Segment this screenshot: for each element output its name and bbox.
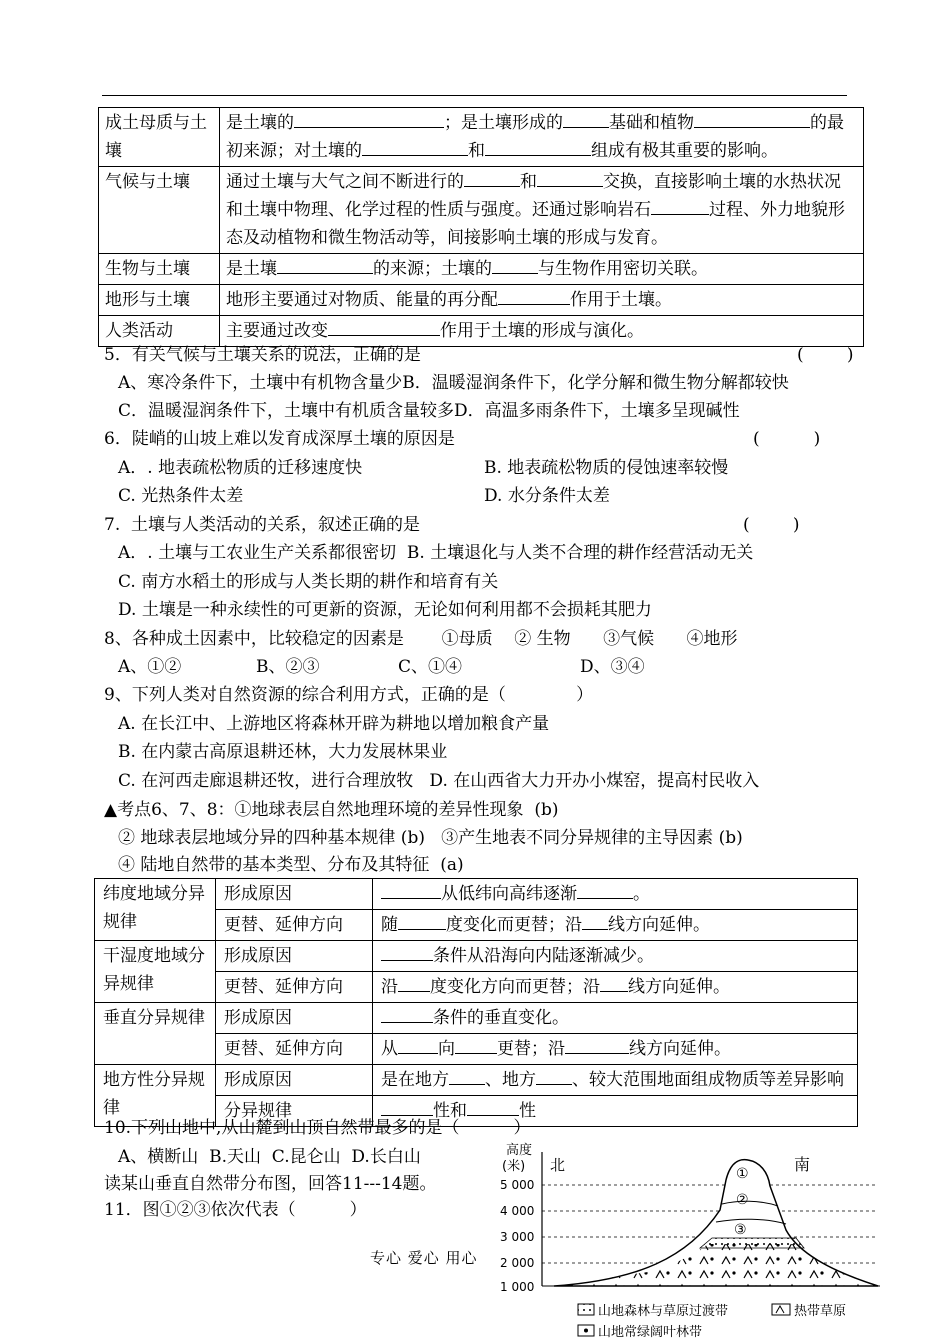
option-b: B. 在内蒙古高原退耕还林，大力发展林果业 <box>118 742 448 762</box>
row-label: 生物与土壤 <box>99 254 220 285</box>
value-cell: 沿 度变化方向而更替；沿 线方向延伸。 <box>373 972 858 1003</box>
table-row <box>99 254 864 285</box>
answer-paren: ( ) <box>743 515 800 535</box>
y-tick: 5 000 <box>500 1178 535 1192</box>
value-cell: 从低纬向高纬逐渐 。 <box>373 879 858 910</box>
table-row <box>95 879 858 910</box>
page-footer: 专心 爱心 用心 <box>370 1249 478 1267</box>
question-10: 10.下列山地中,从山麓到山顶自然带最多的是（ ） <box>104 1118 531 1138</box>
key-cell: 更替、延伸方向 <box>216 1034 373 1065</box>
value-cell: 从 向 更替；沿 线方向延伸。 <box>373 1034 858 1065</box>
answer-paren: ( ) <box>753 429 821 449</box>
key-point-line: ② 地球表层地域分异的四种基本规律 (b) ③产生地表不同分异规律的主导因素 (b) <box>118 828 743 848</box>
value-cell: 条件从沿海向内陆逐渐减少。 <box>373 941 858 972</box>
row-label: 干湿度地域分异规律 <box>95 941 216 1003</box>
row-label: 垂直分异规律 <box>95 1003 216 1065</box>
key-point-line: ④ 陆地自然带的基本类型、分布及其特征 (a) <box>118 855 464 875</box>
value-cell: 随 度变化而更替；沿 线方向延伸。 <box>373 910 858 941</box>
legend-swatch <box>772 1304 790 1315</box>
option-a: A．. 地表疏松物质的迁移速度快 <box>118 458 363 478</box>
legend-item: 山地常绿阔叶林带 <box>598 1325 703 1340</box>
option-a: A、①② <box>118 657 182 677</box>
option-d: D. 水分条件太差 <box>484 486 610 506</box>
option-ab: A．. 土壤与工农业生产关系都很密切 B. 土壤退化与人类不合理的耕作经营活动无关 <box>118 543 754 563</box>
table-row <box>95 941 858 972</box>
key-cell: 形成原因 <box>216 1065 373 1096</box>
option-d: D. 土壤是一种永续性的可更新的资源，无论如何利用都不会损耗其肥力 <box>118 600 652 620</box>
value-cell: 条件的垂直变化。 <box>373 1003 858 1034</box>
option-ab: A、寒冷条件下，土壤中有机物含量少B．温暖湿润条件下，化学分解和微生物分解都较快 <box>118 373 789 393</box>
legend-item: 山地森林与草原过渡带 <box>598 1304 729 1319</box>
question-5: 5．有关气候与土壤关系的说法，正确的是 <box>104 345 421 365</box>
option-a: A. 在长江中、上游地区将森林开辟为耕地以增加粮食产量 <box>118 714 550 734</box>
option-b: B. 地表疏松物质的侵蚀速率较慢 <box>484 458 729 478</box>
question-9: 9、下列人类对自然资源的综合利用方式，正确的是（ ） <box>104 685 594 705</box>
row-label: 人类活动 <box>99 316 220 347</box>
row-label: 成土母质与土壤 <box>99 108 220 167</box>
question-11: 11．图①②③依次代表（ ） <box>104 1200 367 1220</box>
value-cell: 是在地方 、地方 、较大范围地面组成物质等差异影响 <box>373 1065 858 1096</box>
row-label: 地方性分异规律 <box>95 1065 216 1127</box>
north-label: 北 <box>550 1156 566 1174</box>
header-rule <box>102 95 847 96</box>
zone-label: ② <box>736 1192 749 1208</box>
table-row <box>99 167 864 254</box>
mountain-profile <box>554 1160 878 1286</box>
row-label: 气候与土壤 <box>99 167 220 254</box>
zone-label: ① <box>736 1166 749 1182</box>
key-cell: 更替、延伸方向 <box>216 972 373 1003</box>
table-row <box>95 1003 858 1034</box>
table-row <box>99 108 864 167</box>
question-6: 6．陡峭的山坡上难以发育成深厚土壤的原因是 <box>104 429 455 449</box>
key-point-heading: ▲考点6、7、8：①地球表层自然地理环境的差异性现象 (b) <box>104 800 559 820</box>
key-cell: 形成原因 <box>216 941 373 972</box>
y-tick: 4 000 <box>500 1204 535 1218</box>
question-8: 8、各种成土因素中，比较稳定的因素是 ①母质 ② 生物 ③气候 ④地形 <box>104 629 738 649</box>
key-cell: 更替、延伸方向 <box>216 910 373 941</box>
row-label: 地形与土壤 <box>99 285 220 316</box>
option-c: C. 光热条件太差 <box>118 486 244 506</box>
row-content: 是土壤 的来源；土壤的 与生物作用密切关联。 <box>220 254 864 285</box>
row-content: 地形主要通过对物质、能量的再分配 作用于土壤。 <box>220 285 864 316</box>
y-tick: 1 000 <box>500 1280 535 1294</box>
y-axis-label: 高度 <box>506 1143 533 1158</box>
question-10-options: A、横断山 B.天山 C.昆仑山 D.长白山 <box>118 1147 421 1167</box>
row-content: 是土壤的 ；是土壤形成的 基础和植物 的最初来源；对土壤的 和 组成有极其重要的影响。 <box>220 108 864 167</box>
zonation-table <box>94 878 858 1127</box>
key-cell: 形成原因 <box>216 1003 373 1034</box>
y-tick: 3 000 <box>500 1230 535 1244</box>
option-c: C. 南方水稻土的形成与人类长期的耕作和培育有关 <box>118 572 499 592</box>
row-content: 主要通过改变 作用于土壤的形成与演化。 <box>220 316 864 347</box>
y-axis-unit: (米) <box>502 1159 526 1174</box>
vertical-zonation-figure <box>498 1140 950 1342</box>
question-intro: 读某山垂直自然带分布图，回答11---14题。 <box>104 1174 437 1194</box>
option-b: B、②③ <box>256 657 320 677</box>
question-7: 7. 土壤与人类活动的关系，叙述正确的是 <box>104 515 421 535</box>
answer-paren: ( ) <box>797 345 854 365</box>
option-c: C、①④ <box>398 657 463 677</box>
row-label: 纬度地域分异规律 <box>95 879 216 941</box>
key-cell: 分异规律 <box>216 1096 373 1127</box>
table-row <box>99 285 864 316</box>
row-content: 通过土壤与大气之间不断进行的 和 交换，直接影响土壤的水热状况和土壤中物理、化学过程的性质与强度。还通过影响岩石 过程、外力地貌形态及动植物和微生物活动等，间接影响土壤的形成与发育。 <box>220 167 864 254</box>
value-cell: 性和 性 <box>373 1096 858 1127</box>
south-label: 南 <box>794 1155 811 1174</box>
option-d: D、③④ <box>580 657 645 677</box>
legend <box>578 1303 846 1340</box>
option-cd: C. 在河西走廊退耕还牧，进行合理放牧 D. 在山西省大力开办小煤窑，提高村民收入 <box>118 771 760 791</box>
option-cd: C．温暖湿润条件下，土壤中有机质含量较多D．高温多雨条件下，土壤多呈现碱性 <box>118 401 740 421</box>
y-tick: 2 000 <box>500 1256 535 1270</box>
table-row <box>95 1065 858 1096</box>
soil-factors-table <box>98 107 864 347</box>
zone-label: ③ <box>734 1222 747 1238</box>
legend-item: 热带草原 <box>794 1304 847 1319</box>
key-cell: 形成原因 <box>216 879 373 910</box>
y-ticks <box>500 1178 534 1294</box>
legend-swatch-mark <box>584 1329 588 1333</box>
legend-swatch <box>578 1304 594 1315</box>
